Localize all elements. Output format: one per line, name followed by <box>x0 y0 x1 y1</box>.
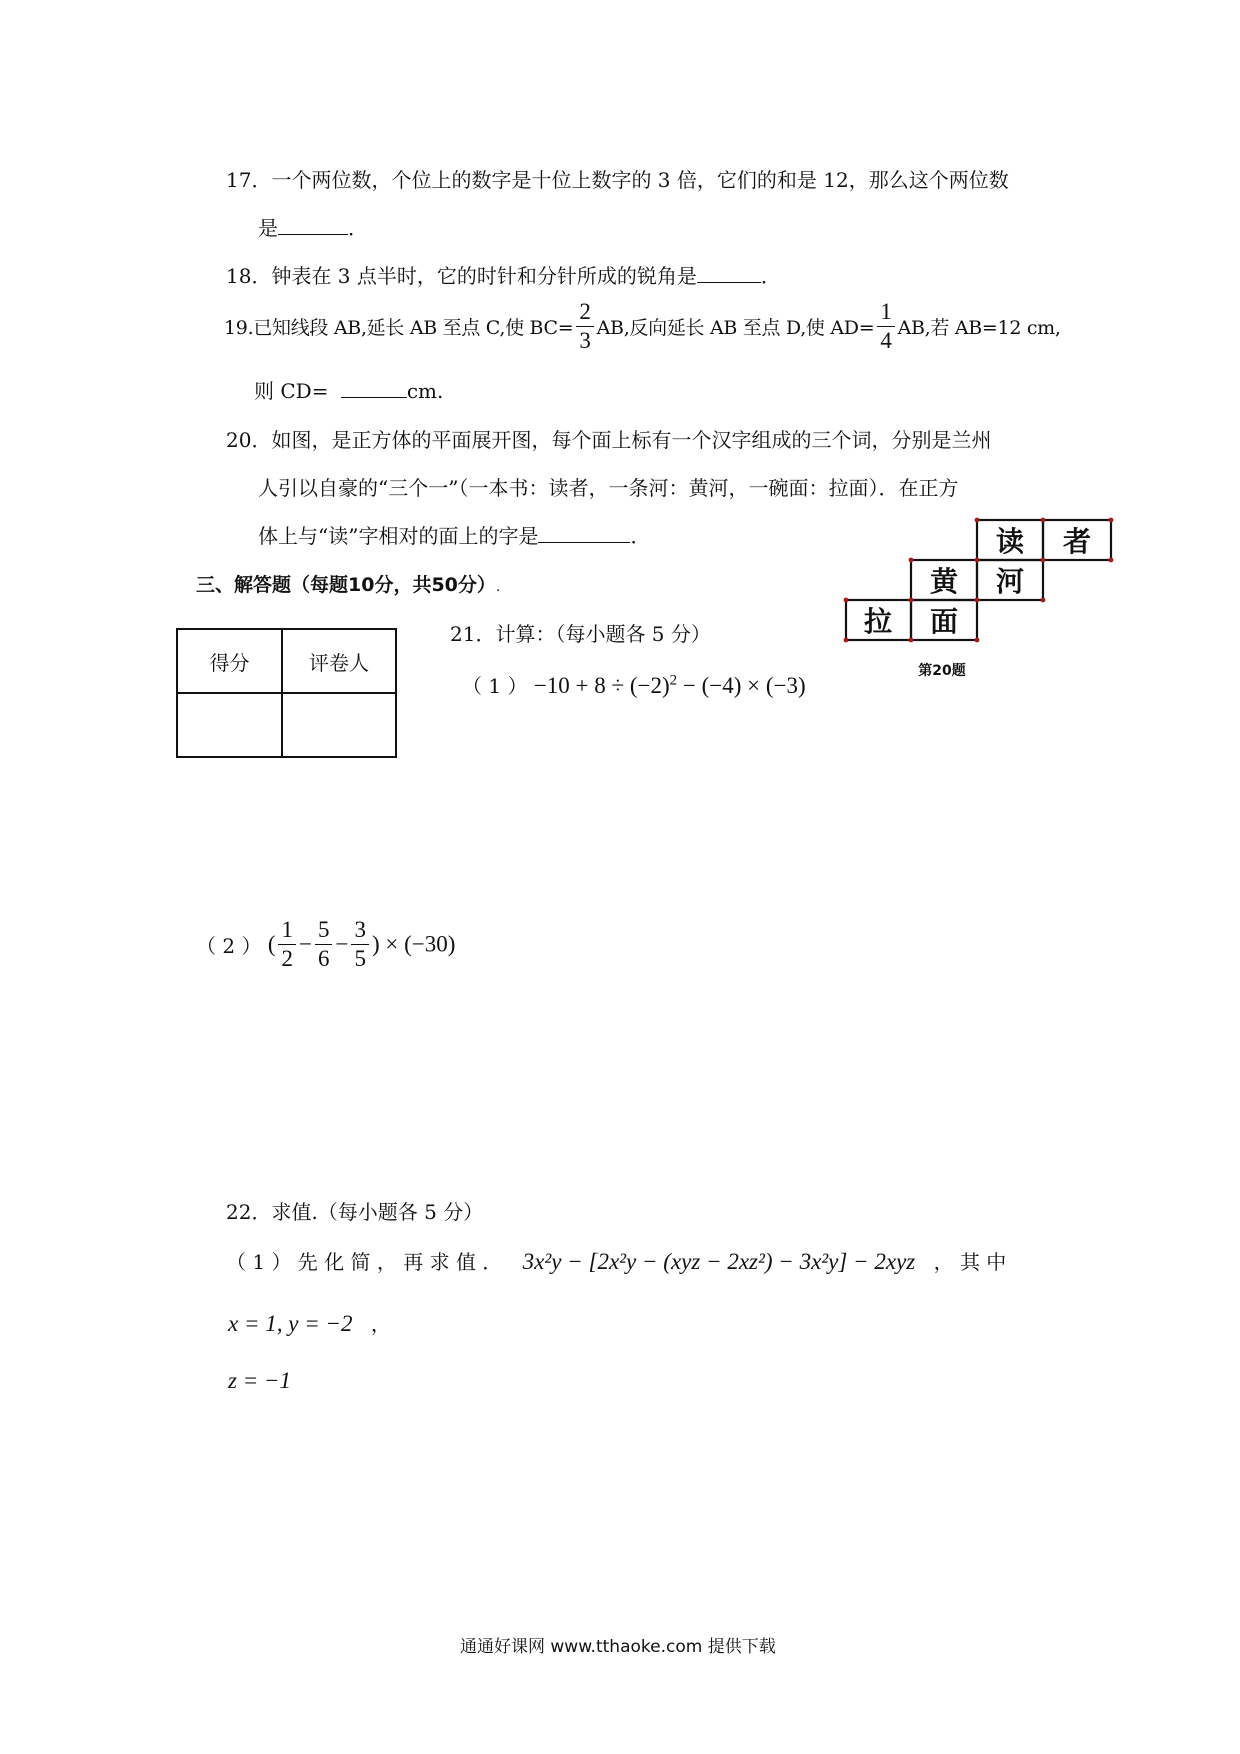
q19-fraction-ad <box>877 300 894 353</box>
q19-line2 <box>254 375 443 404</box>
q21-part1 <box>462 670 806 699</box>
q19-frac2-num: 1 <box>877 300 894 327</box>
q17-line2-post: ． <box>348 216 368 240</box>
section-3-title: 三、解答题（每题10分，共50分） <box>196 574 496 596</box>
figure-caption: 第20题 <box>918 663 966 679</box>
net-cell-mian: 面 <box>929 605 959 638</box>
q19-line2-post: cm. <box>406 379 444 403</box>
q18-text: 18．钟表在 3 点半时，它的时针和分针所成的锐角是 <box>226 264 697 288</box>
q19-fraction-bc <box>576 300 593 353</box>
q21-p2-label: （ 2 ） <box>196 934 262 959</box>
q22-p1-tail: ， 其 中 <box>933 1250 1007 1274</box>
cube-net-figure <box>836 510 1126 680</box>
net-cell-he: 河 <box>995 565 1025 598</box>
section-3-heading <box>196 570 500 597</box>
q21-p1-rest: − (−4) × (−3) <box>677 673 806 698</box>
q22-condition-1 <box>228 1308 391 1337</box>
q21-p1-label: （ 1 ） <box>462 674 528 698</box>
q21-p2-f3-num: 3 <box>351 918 369 945</box>
score-cell[interactable] <box>177 693 282 757</box>
q20-line3-post: ． <box>630 524 651 548</box>
q21-p2-open: ( <box>267 931 276 957</box>
grader-header: 评卷人 <box>282 629 396 693</box>
q19-answer-blank[interactable] <box>341 379 407 398</box>
q21-p2-frac2 <box>315 918 333 971</box>
q22-p1-expression: 3x²y − [2x²y − (xyz − 2xz²) − 3x²y] − 2xyz <box>522 1249 916 1274</box>
q17-line2-pre: 是 <box>258 216 278 240</box>
q21-p1-expression <box>534 673 806 698</box>
q19-frac1-num: 2 <box>576 300 593 327</box>
q22-title: 22．求值.（每小题各 5 分） <box>226 1200 484 1224</box>
q21-title: 21．计算：（每小题各 5 分） <box>450 622 711 646</box>
q21-p2-f1-den: 2 <box>281 946 293 972</box>
q18 <box>226 260 781 289</box>
grader-cell[interactable] <box>282 693 396 757</box>
q17-line2 <box>258 212 368 241</box>
net-cell-zhe: 者 <box>1062 525 1092 558</box>
q21-p2-close: ) × (−30) <box>371 931 456 957</box>
q20-line3 <box>258 520 650 549</box>
q20-line2: 人引以自豪的“三个一”（一本书：读者，一条河：黄河，一碗面：拉面）．在正方 <box>258 476 959 500</box>
page-footer: 通通好课网 www.tthaoke.com 提供下载 <box>460 1637 776 1657</box>
q20-answer-blank[interactable] <box>538 524 630 543</box>
score-header: 得分 <box>177 629 282 693</box>
q21-p2-frac1 <box>278 918 296 971</box>
section-3-trail: . <box>495 579 501 595</box>
q22-cond1-tail: ， <box>370 1312 391 1336</box>
q21-p1-exponent: 2 <box>669 672 678 689</box>
q19-part2: AB,反向延长 AB 至点 D,使 AD= <box>596 317 875 340</box>
q21-p2-frac3 <box>351 918 369 971</box>
net-cell-la: 拉 <box>863 605 893 638</box>
q21-p2-minus-1: − <box>298 931 312 957</box>
q20-line3-pre: 体上与“读”字相对的面上的字是 <box>258 524 539 548</box>
q19-frac2-den: 4 <box>880 328 892 354</box>
q21-p1-expr: −10 + 8 ÷ (−2) <box>533 673 670 698</box>
q22-condition-2: z = −1 <box>228 1368 291 1393</box>
q19-part1: 19.已知线段 AB,延长 AB 至点 C,使 BC= <box>224 317 574 340</box>
q21-p2-f2-den: 6 <box>317 946 330 972</box>
q21-p2-f3-den: 5 <box>354 946 366 972</box>
q22-part1 <box>226 1246 1006 1275</box>
q19-frac1-den: 3 <box>579 328 591 354</box>
q19-part3: AB,若 AB=12 cm, <box>897 317 1061 340</box>
q22-cond1-expr: x = 1, y = −2 <box>228 1311 353 1336</box>
net-cell-huang: 黄 <box>929 565 959 598</box>
q22-p1-label: （ 1 ） 先 化 简 ， 再 求 值 ． <box>226 1250 503 1274</box>
q17-line1: 17．一个两位数，个位上的数字是十位上数字的 3 倍，它们的和是 12，那么这个两位数 <box>226 168 1009 192</box>
q18-answer-blank[interactable] <box>697 264 761 283</box>
q19-line1 <box>224 300 1061 353</box>
q21-p2-f1-num: 1 <box>278 918 296 945</box>
q19-line2-pre: 则 CD= <box>254 379 329 403</box>
score-table <box>176 628 397 758</box>
q21-part2 <box>196 918 455 971</box>
q20-line1: 20．如图，是正方体的平面展开图，每个面上标有一个汉字组成的三个词，分别是兰州 <box>226 428 992 452</box>
net-cell-du: 读 <box>995 525 1025 558</box>
q21-p2-f2-num: 5 <box>315 918 333 945</box>
q18-post: ． <box>760 264 781 288</box>
q17-answer-blank[interactable] <box>278 216 348 235</box>
q21-p2-minus-2: − <box>335 931 349 957</box>
